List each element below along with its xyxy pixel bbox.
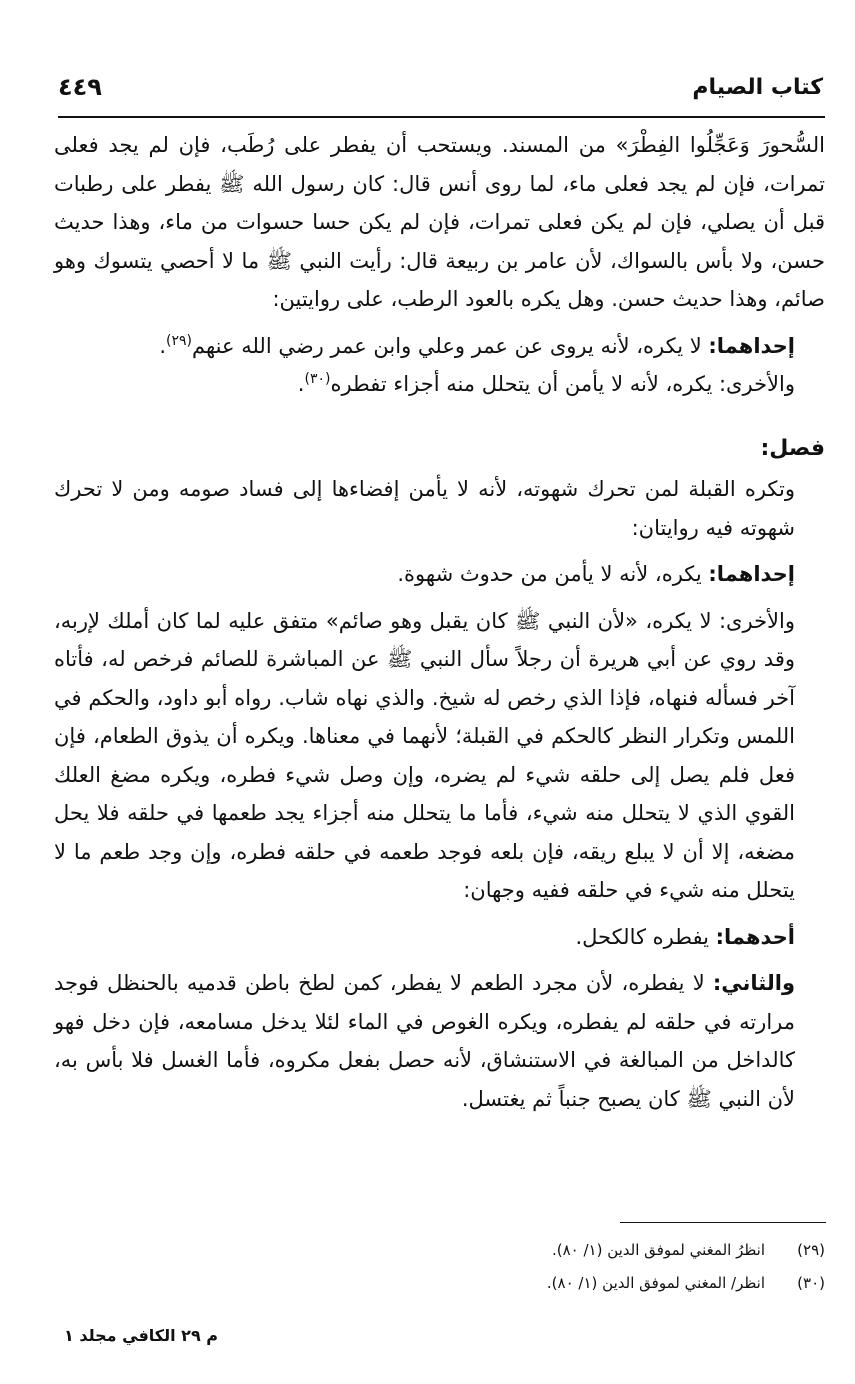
paragraph-text: يفطره كالكحل. bbox=[575, 924, 716, 949]
label: إحداهما: bbox=[708, 333, 795, 358]
paragraph bbox=[54, 327, 825, 366]
main-text bbox=[54, 126, 825, 1118]
footnote bbox=[360, 1234, 825, 1267]
page-number: ٤٤٩ bbox=[58, 73, 102, 101]
paragraph-text: لا يكره، لأنه يروى عن عمر وعلي وابن عمر رضي الله عنهم bbox=[192, 333, 709, 358]
paragraph: السُّحورَ وَعَجِّلُوا الفِطْرَ» من المسند. ويستحب أن يفطر على رُطَب، فإن لم يجد فعلى تمرات، فإن لم يجد فعلى ماء، لما روى أنس قال: كان رسول الله ﷺ يفطر على رطبات قبل أن يصلي، فإن لم يكن فعلى تمرات، فإن لم يكن حسا حسوات من ماء، وهذا حديث حسن، ولا بأس بالسواك، لأن عامر بن ربيعة قال: رأيت النبي ﷺ ما لا أحصي يتسوك وهو صائم، وهذا حديث حسن. وهل يكره بالعود الرطب، على روايتين: bbox=[54, 133, 825, 311]
footnotes bbox=[360, 1234, 825, 1300]
footnote bbox=[360, 1267, 825, 1300]
paragraph-text: والأخرى: يكره، لأنه لا يأمن أن يتحلل منه أجزاء تفطره bbox=[330, 372, 795, 396]
paragraph-end: . bbox=[159, 333, 167, 358]
footnote-rule bbox=[620, 1222, 826, 1223]
header-rule bbox=[58, 116, 825, 118]
footnote-ref: (٣٠) bbox=[304, 371, 331, 387]
label: إحداهما: bbox=[708, 562, 795, 586]
paragraph bbox=[54, 918, 825, 957]
footnote-ref: (٢٩) bbox=[166, 332, 193, 349]
footnote-text: انظرُ المغني لموفق الدين (١/ ٨٠). bbox=[551, 1241, 765, 1259]
label: أحدهما: bbox=[715, 924, 795, 949]
paragraph bbox=[54, 365, 825, 404]
paragraph-text: يكره، لأنه لا يأمن من حدوث شهوة. bbox=[397, 562, 709, 586]
section-heading: فصل: bbox=[760, 435, 825, 461]
footnote-number: (٢٩) bbox=[797, 1241, 825, 1259]
label: والثاني: bbox=[712, 971, 795, 995]
paragraph bbox=[54, 964, 825, 1118]
paragraph-text: لا يفطره، لأن مجرد الطعم لا يفطر، كمن لطخ باطن قدميه بالحنظل فوجد مرارته في حلقه لم يفطره، ويكره الغوص في الماء لئلا يدخل مسامعه، فإن دخل فهو كالداخل من المبالغة في الاستنشاق، لأنه حصل بفعل مكروه، فأما الغسل فلا بأس به، لأن النبي ﷺ كان يصبح جنباً ثم يغتسل. bbox=[54, 971, 795, 1111]
running-title: كتاب الصيام bbox=[692, 74, 823, 100]
paragraph bbox=[54, 555, 825, 594]
footnote-text: انظر/ المغني لموفق الدين (١/ ٨٠). bbox=[546, 1274, 765, 1292]
footnote-number: (٣٠) bbox=[797, 1274, 825, 1292]
printer-signature: م ٢٩ الكافي مجلد ١ bbox=[64, 1326, 218, 1345]
paragraph-end: . bbox=[297, 372, 305, 396]
page-header bbox=[58, 66, 823, 108]
paragraph: والأخرى: لا يكره، «لأن النبي ﷺ كان يقبل وهو صائم» متفق عليه لما كان أملك لإربه، وقد روي عن أبي هريرة أن رجلاً سأل النبي ﷺ عن المباشرة للصائم فرخص له، فأتاه آخر فسأله فنهاه، فإذا الذي رخص له شيخ. والذي نهاه شاب. رواه أبو داود، والحكم في اللمس وتكرار النظر كالحكم في القبلة؛ لأنهما في معناها. ويكره أن يذوق الطعام، فإن فعل فلم يصل إلى حلقه شيء لم يضره، وإن وصل شيء فطره، ويكره مضغ العلك القوي الذي لا يتحلل منه شيء، فأما ما يتحلل منه أجزاء يجد طعمها في حلقه فلا يحل مضغه، إلا أن لا يبلع ريقه، فإن بلعه فوجد طعمه في حلقه فطره، وإن وجد طعم ما لا يتحلل منه شيء في حلقه ففيه وجهان: bbox=[54, 608, 795, 902]
paragraph: وتكره القبلة لمن تحرك شهوته، لأنه لا يأمن إفضاءها إلى فساد صومه ومن لا تحرك شهوته فيه روايتان: bbox=[54, 477, 795, 540]
